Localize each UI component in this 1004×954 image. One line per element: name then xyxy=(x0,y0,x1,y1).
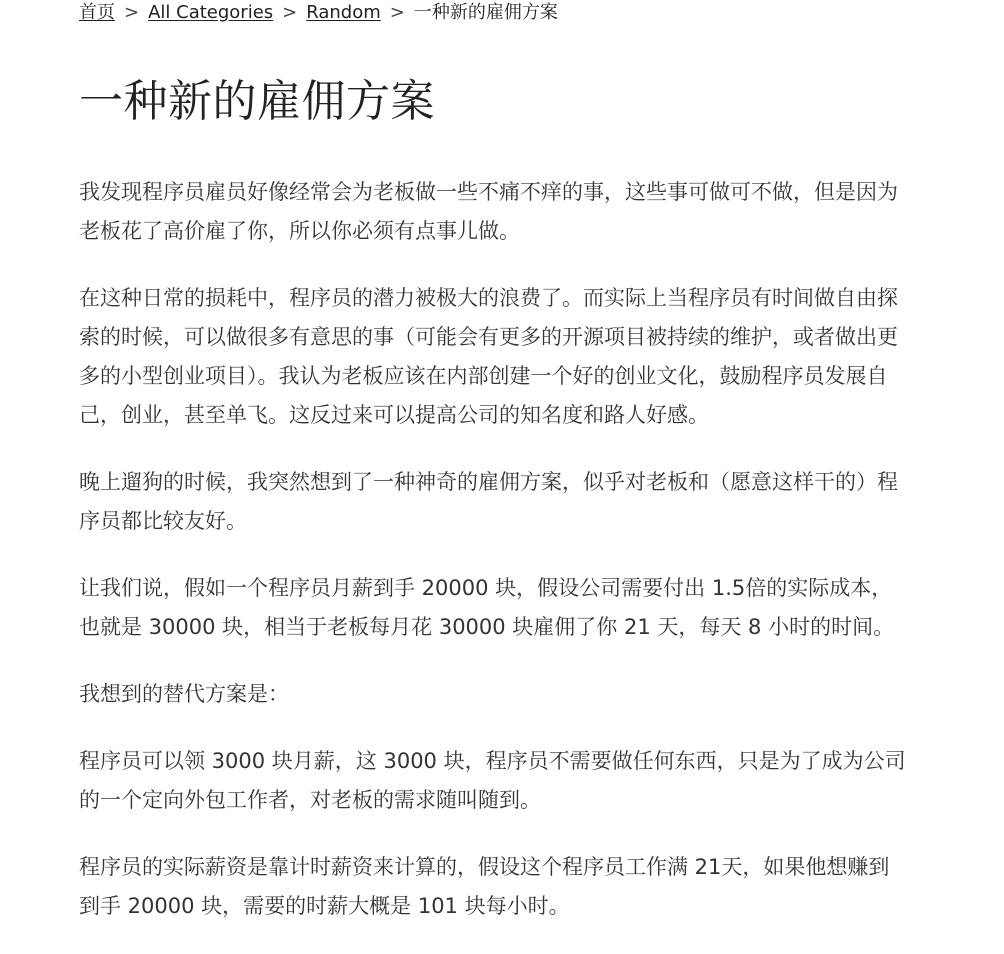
article-paragraph: 我想到的替代方案是： xyxy=(79,682,289,706)
article-page xyxy=(79,0,909,954)
page-title: 一种新的雇佣方案 xyxy=(79,76,435,127)
breadcrumb-home-link[interactable]: 首页 xyxy=(79,2,115,23)
article-paragraph: 程序员可以领 3000 块月薪，这 3000 块，程序员不需要做任何东西，只是为了成为公司的一个定向外包工作者，对老板的需求随叫随到。 xyxy=(79,749,906,812)
breadcrumb xyxy=(79,2,909,24)
breadcrumb-separator: > xyxy=(124,2,140,23)
article-paragraph: 让我们说，假如一个程序员月薪到手 20000 块，假设公司需要付出 1.5倍的实际成本，也就是 30000 块，相当于老板每月花 30000 块雇佣了你 21 天，每天 8 小时的时间。 xyxy=(79,576,895,639)
breadcrumb-separator: > xyxy=(282,2,298,23)
article-paragraph: 我发现程序员雇员好像经常会为老板做一些不痛不痒的事，这些事可做可不做，但是因为老板花了高价雇了你，所以你必须有点事儿做。 xyxy=(79,180,898,243)
breadcrumb-random-link[interactable]: Random xyxy=(306,2,381,23)
breadcrumb-current: 一种新的雇佣方案 xyxy=(413,2,558,23)
article-paragraph: 程序员的实际薪资是靠计时薪资来计算的，假设这个程序员工作满 21天，如果他想赚到到手 20000 块，需要的时薪大概是 101 块每小时。 xyxy=(79,855,890,918)
breadcrumb-separator: > xyxy=(389,2,405,23)
article-paragraph: 晚上遛狗的时候，我突然想到了一种神奇的雇佣方案，似乎对老板和（愿意这样干的）程序员都比较友好。 xyxy=(79,470,898,533)
breadcrumb-categories-link[interactable]: All Categories xyxy=(148,2,274,23)
article-body xyxy=(79,173,909,926)
article-paragraph: 在这种日常的损耗中，程序员的潜力被极大的浪费了。而实际上当程序员有时间做自由探索的时候，可以做很多有意思的事（可能会有更多的开源项目被持续的维护，或者做出更多的小型创业项目）。我认为老板应该在内部创建一个好的创业文化，鼓励程序员发展自己，创业，甚至单飞。这反过来可以提高公司的知名度和路人好感。 xyxy=(79,286,898,427)
